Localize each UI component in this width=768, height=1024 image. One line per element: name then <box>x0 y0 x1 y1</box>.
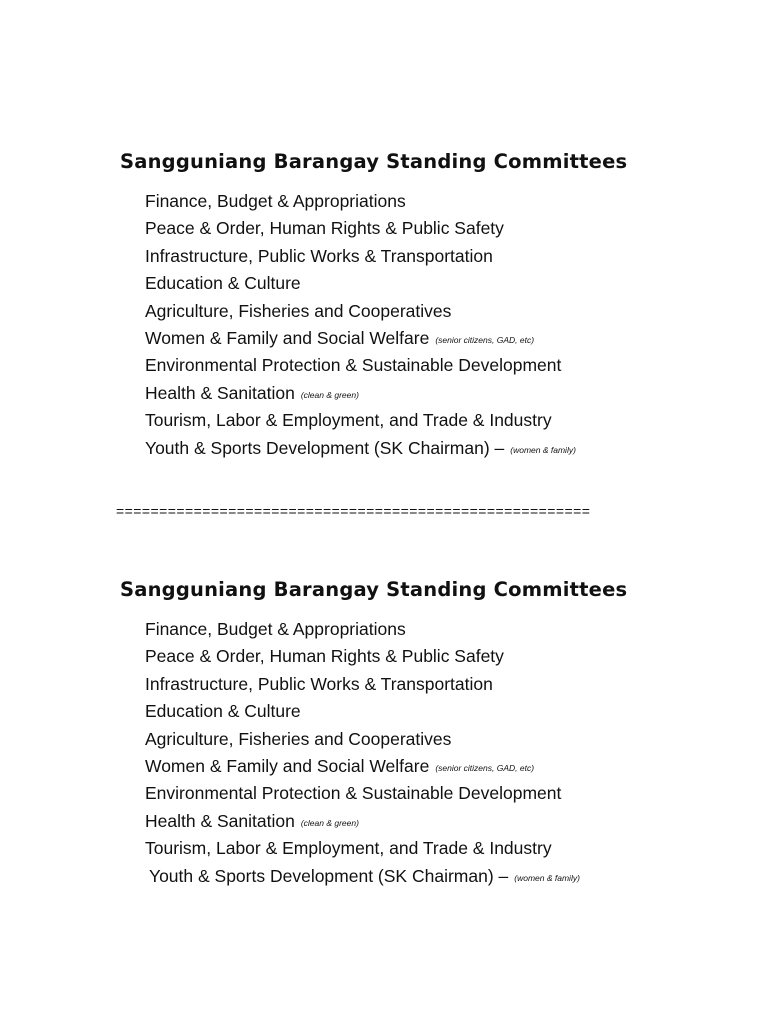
item-note: (senior citizens, GAD, etc) <box>435 334 535 345</box>
item-note: (senior citizens, GAD, etc) <box>435 762 535 773</box>
item-text <box>149 863 580 892</box>
item-text <box>145 243 499 272</box>
item-label: Infrastructure, Public Works & Transportation <box>145 245 493 266</box>
item-label: Health & Sanitation <box>145 810 295 831</box>
item-label: Agriculture, Fisheries and Cooperatives <box>145 300 452 321</box>
item-label: Agriculture, Fisheries and Cooperatives <box>145 728 452 749</box>
item-text <box>145 380 359 409</box>
item-label: Finance, Budget & Appropriations <box>145 619 406 639</box>
item-label: Tourism, Labor & Employment, and Trade & Industry <box>145 410 552 431</box>
item-label: Youth & Sports Development (SK Chairman) – <box>149 865 509 886</box>
item-text <box>145 215 510 244</box>
item-text <box>145 726 457 755</box>
item-text <box>145 616 412 645</box>
item-text <box>145 352 567 381</box>
separator-line: ======================================================= <box>116 503 591 519</box>
item-label: Finance, Budget & Appropriations <box>145 191 406 211</box>
item-label: Infrastructure, Public Works & Transportation <box>145 673 493 694</box>
section-title: Sangguniang Barangay Standing Committees <box>120 150 628 173</box>
item-text <box>145 835 558 864</box>
item-note: (women & family) <box>514 872 580 883</box>
section-title: Sangguniang Barangay Standing Committees <box>120 578 628 601</box>
item-label: Education & Culture <box>145 273 301 294</box>
item-text <box>145 298 457 327</box>
item-label: Environmental Protection & Sustainable Development <box>145 783 562 804</box>
item-label: Youth & Sports Development (SK Chairman) – <box>145 437 505 458</box>
item-label: Education & Culture <box>145 701 301 722</box>
item-text <box>145 270 307 299</box>
item-text <box>145 435 576 464</box>
item-note: (clean & green) <box>300 817 359 828</box>
item-text <box>145 407 558 436</box>
item-label: Tourism, Labor & Employment, and Trade & Industry <box>145 838 552 859</box>
item-text <box>145 325 534 354</box>
item-text <box>145 698 307 727</box>
item-text <box>145 188 412 217</box>
item-label: Environmental Protection & Sustainable Development <box>145 355 562 376</box>
item-text <box>145 780 567 809</box>
item-text <box>145 808 359 837</box>
item-label: Women & Family and Social Welfare <box>145 755 430 776</box>
item-text <box>145 671 499 700</box>
item-note: (women & family) <box>510 444 576 455</box>
item-label: Health & Sanitation <box>145 382 295 403</box>
item-text <box>145 643 510 672</box>
item-text <box>145 753 534 782</box>
item-label: Peace & Order, Human Rights & Public Safety <box>145 218 504 239</box>
item-note: (clean & green) <box>300 389 359 400</box>
item-label: Women & Family and Social Welfare <box>145 327 430 348</box>
item-label: Peace & Order, Human Rights & Public Safety <box>145 646 504 667</box>
